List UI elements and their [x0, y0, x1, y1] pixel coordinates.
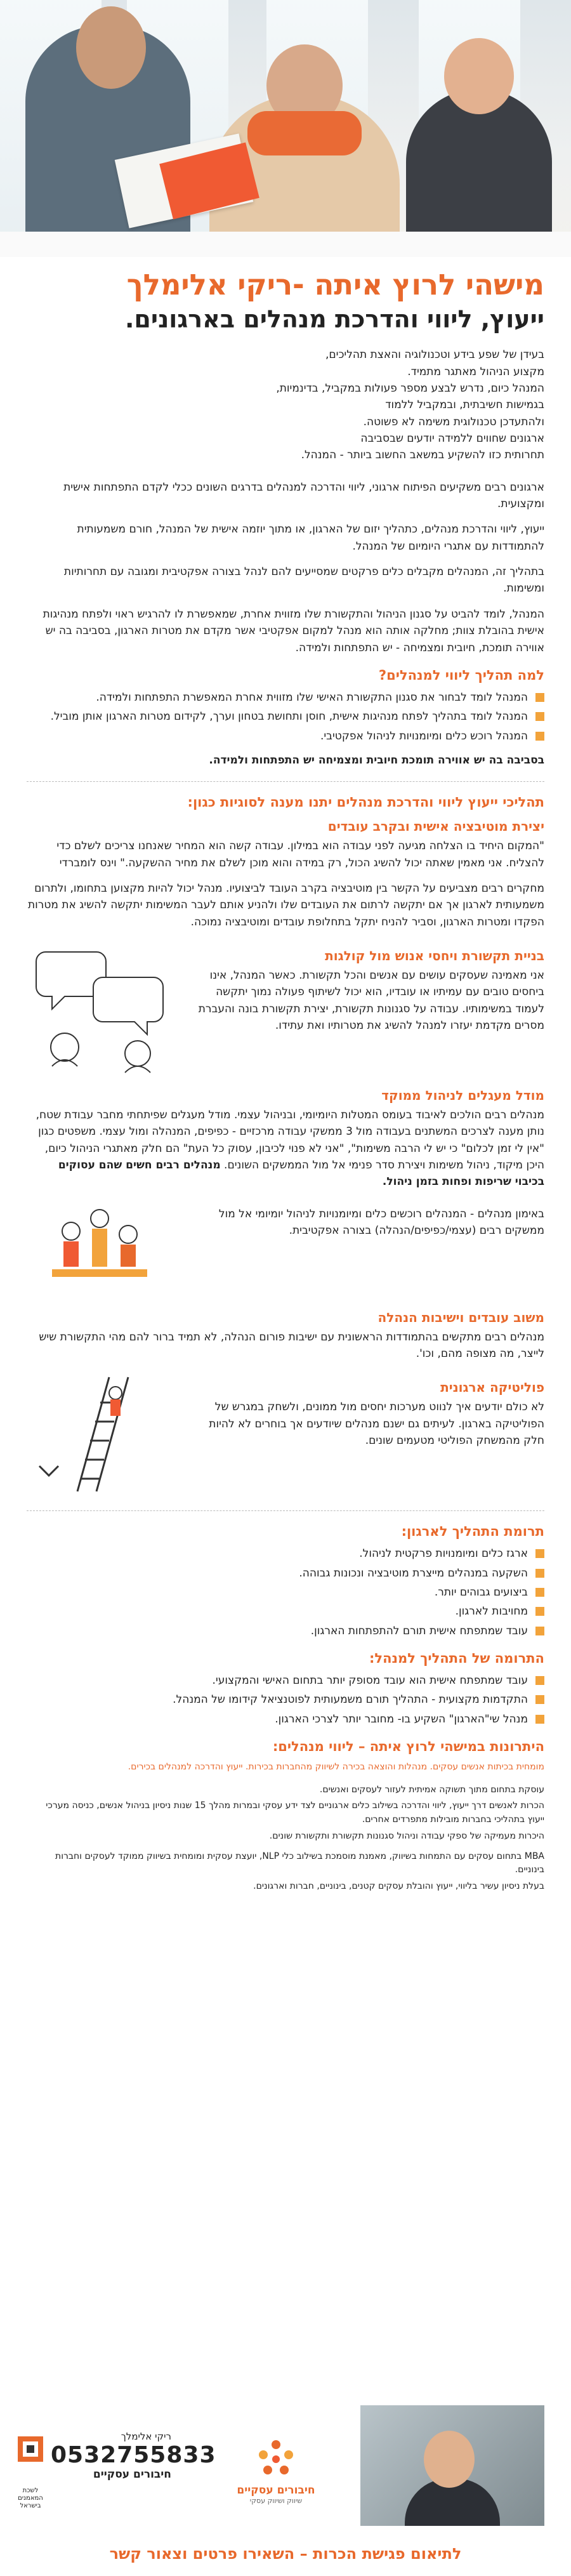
paragraph: בתהליך זה, המנהלים מקבלים כלים פרקטים שמסייעים להם לנהל בצורה אפקטיבית ומגובה עם תחרותיות ומשימות.: [63, 565, 544, 595]
intro-block: [27, 347, 544, 463]
badge-icon: [13, 2434, 48, 2485]
list-item: ארגז כלים ומיומנויות פרקטית לניהול.: [27, 1545, 544, 1562]
contact-phone[interactable]: 0532755833: [51, 2442, 216, 2468]
contact-name: ריקי אלימלך: [121, 2431, 171, 2442]
intro-line: מקצוע הניהול מאתגר מתמיד.: [407, 365, 544, 378]
paragraph: ייעוץ, ליווי והדרכת מנהלים, כתהליך יזום של הארגון, או מתוך יוזמה אישית של המנהל, חורם משמעותית להתמודדות עם אתגרי היומיום של המנהל.: [77, 523, 544, 553]
time-text: [27, 1107, 544, 1191]
logo-subtitle: שיווק ושיווק עסקי: [249, 2497, 303, 2505]
team-illustration: [27, 1199, 173, 1301]
logo-title: חיבורים עסקיים: [237, 2484, 315, 2497]
list-item: מנהל שי"הארגון" השקיע בו- מחובר יותר לצרכי הארגון.: [27, 1711, 544, 1727]
motivation-title: יצירת מוטיבציה אישית ובקרב עובדים: [327, 819, 544, 835]
advantages-line: היכרות מעמיקה של ספקי עבודה וניהול סגנונות תקשורת ותקשורת שונים.: [269, 1830, 544, 1841]
processes-title: תהליכי ייעוץ ליווי והדרכת מנהלים יתנו מענה לסוגיות כגון:: [187, 795, 544, 810]
list-item: עובד שמתפתח אישית הוא עובד מסופק יותר בתחום האישי והמקצועי.: [27, 1672, 544, 1689]
page-subtitle: ייעוץ, ליווי והדרכת מנהלים בארגונים.: [124, 305, 544, 333]
divider: [27, 1510, 544, 1511]
advantages-title: היתרונות במישהי לרוץ איתה – ליווי מנהלים:: [272, 1739, 544, 1755]
time-text-bold: מנהלים רבים חשים שהם עסוקים בכיבוי שריפות ופחות בזמן ניהול.: [58, 1158, 544, 1189]
contact-block: [51, 2431, 216, 2481]
advantages-line: בעלת ניסיון עשיר בליווי, ייעוץ והובלת עסקים קטנים, בינוניים, חברות וארגונים.: [253, 1880, 544, 1891]
motivation-text: מחקרים רבים מצביעים על הקשר בין מוטיבציה בקרב העובד לביצועיו. מנהל יכול להיות מקצוען בתחומו, ולתרום משמעותית לארגון אך אם יתקשה לרתום את העובדים שלו ולהניע אותם לעבר המשימות יתקשה להשיג את מטרות הפקדו ומטרות הארגון, וסביר להניח יתקל בתחלופת עובדים ומוטיבציה נמוכה.: [27, 882, 544, 928]
communication-title: בניית תקשורת ויחסי אנוש מול קולגות: [325, 948, 544, 963]
mgr-benefits-list: [27, 1672, 544, 1727]
why-closing: בסביבה בה יש אווירה תומכת חיובית ומצמיחה יש התפתחות ולמידה.: [209, 753, 544, 767]
speech-bubbles-illustration: [27, 939, 173, 1079]
divider: [27, 781, 544, 782]
coaches-badge: [13, 2434, 48, 2516]
contact-org: חיבורים עסקיים: [93, 2468, 171, 2481]
communication-text: אני מאמינה שעסקים עושים עם אנשים והכל תקשורת. כאשר המנהל, אינו ביחסים טובים עם עמיתיו או עובדיו, הוא יכול לשיתוף פעולה נמוך יתקשה לעמוד במשימותיו. עבודה על סגנונות תקשורת, יצירת תקשורת בונה והעברת מסרים מקדמת יעזרו למנהל להשיג את מטרותיו ואת עתידו.: [198, 968, 544, 1032]
cta-banner[interactable]: לתיאום פגישת הכרות – השאירו פרטים וצאור קשר: [109, 2545, 462, 2563]
time-text-body: מנהלים רבים הולכים לאיבוד בעומס המטלות היומיומי, ובניהול עצמי. מודל מעגלים שפיתחתי מחבר עבודת שטח, נותן מענה לצרכים המשתנים בעבודה מול 3 ממשקי עבודה מרכזיים - כפיפים, המנהלה ומול עצמי. משפטים כגון "אין לי זמן לכלום" כי יש לי הרבה משימות", "אני לא פנוי לכיבון, עסוק כל העת" הם חלק מאתגרי הניהול כיום, היכן מיקוד, ניהול משימות ויצירת סדר פנימי אל מול הממשקים השונים.: [36, 1108, 544, 1172]
managers-text: מנהלים רבים מתקשים בהתמודדות הראשונית עם ישיבות פורום הנהלה, לא תמיד ברור להם מהי התקשורת שיש לייצר, מה מצופה מהם, וכו'.: [39, 1330, 544, 1360]
list-item: עובד שמתפתח אישית תורם להתפתחות הארגון.: [27, 1623, 544, 1639]
list-item: המנהל לומד בתהליך לפתח מנהיגות אישית, חוסן ותחושת בטחון וערך, לקידום מטרות הארגון אותן מוביל.: [27, 708, 544, 725]
politics-title: פוליטיקה ארגונית: [440, 1380, 544, 1396]
intro-line: ארגונים שחווים ללמידה יודעים שבסביבה: [360, 432, 544, 446]
advantages-line: MBA בתחום עסקים עם התמחות בשיווק, מאמנת מוסמכת בשילוב כלי NLP, יועצת עסקית ומומחית בשיווק ממוקד לעסקים וחברות בינוניים.: [55, 1851, 544, 1875]
intro-line: תחרותית כזו להשקיע במשאב החשוב ביותר - המנהל.: [301, 449, 544, 462]
intro-line: ולהתעדכן טכנולוגית משימה לא פשוטה.: [363, 415, 544, 428]
business-logo: [228, 2437, 324, 2520]
list-item: השקעה במנהלים מייצרת מוטיבציה ונכונות גבוהה.: [27, 1565, 544, 1582]
list-item: ביצועים גבוהים יותר.: [27, 1584, 544, 1601]
paragraph: ארגונים רבים משקיעים הפיתוח ארגוני, ליווי והדרכה למנהלים בדרגים השונים ככלי לקדם התפתחות אישית ומקצועית.: [63, 480, 544, 511]
badge-text: לשכת המאמנים בישראל: [18, 2487, 43, 2509]
why-list: [27, 689, 544, 744]
skills-text: באימון מנהלים - המנהלים רוכשים כלים ומיומנויות לניהול יומיומי אל מול ממשקים רבים (עצמי/כפיפים/הנהלה) בצורה אפקטיבית.: [218, 1207, 544, 1237]
list-item: התקדמות מקצועית - התהליך תורם משמעותית לפוטנציאל קידומו של המנהל.: [27, 1691, 544, 1708]
ladder-illustration: [27, 1371, 173, 1498]
list-item: מחויבות לארגון.: [27, 1603, 544, 1620]
time-title: מודל מעגלים לניהול ממוקד: [381, 1087, 544, 1103]
communication-section: [27, 939, 544, 1079]
advantages-highlight: מומחית בכיתות אנשים עסקים. מנהלות והוצאה בכירה לשיווק מהחברות בכירות. ייעוץ והדרכה למנהלים בכירים.: [128, 1762, 544, 1773]
logo-dots-icon: [254, 2437, 298, 2481]
managers-title: משוב עובדים וישיבות הנהלה: [377, 1309, 544, 1325]
why-title: למה תהליך ליווי למנהלים?: [378, 667, 544, 683]
org-benefits-title: תרומת התהליך לארגון:: [401, 1524, 544, 1540]
politics-text: לא כולם יודעים איך לנווט מערכות יחסים מול ממונים, ולשחק במגרש של הפוליטיקה בארגון. לעיתים גם ישנם מנהלים שיודעים אך בוחרים לא להיות חלק מהמשחק הפוליטי מטעמים שונים.: [209, 1401, 544, 1448]
org-benefits-list: [27, 1545, 544, 1639]
intro-line: בגמישות חשיבתית, ובמקביל ללמוד: [385, 399, 544, 412]
intro-line: המנהל כיום, נדרש לבצע מספר פעולות במקביל, בדינמיות,: [276, 382, 544, 395]
profile-photo: [360, 2405, 544, 2526]
page-title: מישהי לרוץ איתה -ריקי אלימלך: [126, 268, 544, 301]
mgr-benefits-title: התרומה של התהליך למנהל:: [369, 1651, 544, 1667]
intro-line: בעידן של שפע בידע וטכנולוגיה והאצת תהליכים,: [325, 348, 544, 362]
skills-section: [27, 1199, 544, 1301]
advantages-line: הכרות לאנשים דרך ייעוץ, ליווי והדרכה בשילוב כלים ארגוניים לצד ידע עסקי ובמרות מהלך 15 שנות ניסיון בניהול אנשים, כניסה מערכי ייעוץ בתהליכי בחברות מובילות מתפרדים אחרים.: [46, 1800, 544, 1825]
politics-section: [27, 1371, 544, 1498]
advantages-line: עוסקת בתחום מתוך תשוקה אמיתית לעזור לעסקים ואנשים.: [319, 1784, 544, 1795]
motivation-quote: "המקום היחיד בו הצלחה מגיעה לפני עבודה הוא במילון. עבודה קשה הוא המחיר שאנחנו צריכים לשלם כדי להצליח. אני מאמין שאתה יכול להשיג הכול, רק במידה והוא מוכן לשלם את מחיר ההשקעה." וינס לומברדי: [56, 840, 544, 869]
hero-image: [0, 0, 571, 257]
list-item: המנהל לומד לבחור את סגנון התקשורת האישי שלו מזווית אחרת המאפשרת התפתחות ולמידה.: [27, 689, 544, 706]
list-item: המנהל רוכש כלים ומיומנויות לניהול אפקטיבי.: [27, 728, 544, 744]
paragraph: המנהל, לומד להביט על סגנון הניהול והתקשורת שלו מזווית אחרת, שמאפשרת לו להרגיש ראוי ולפתח מנהיגות אישית בהובלת צוות; מחלקה אותה הוא מנהל למקום אפקטיבי אשר מקדם את מטרות הארגון, בסביבה בה יש אווירה תומכת, חיובית ומצמיחה - יש התפתחות ולמידה.: [43, 607, 544, 654]
